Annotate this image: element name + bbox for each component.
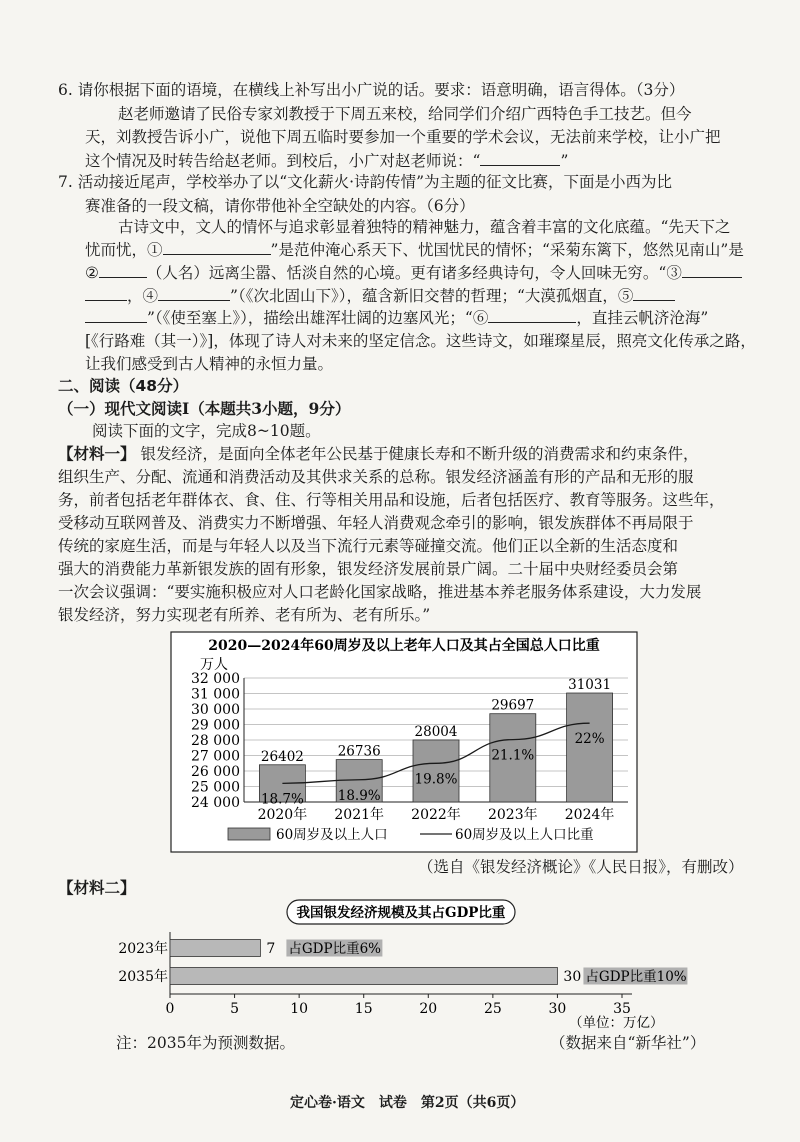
economy-scale-bar bbox=[170, 940, 260, 957]
material-1-line-8: 银发经济，努力实现老有所养、老有所为、老有所乐。” bbox=[58, 606, 431, 624]
y-tick-label: 32 000 bbox=[191, 671, 240, 687]
x-tick-label: 10 bbox=[290, 1001, 309, 1017]
material-1-line-7: 一次会议强调：“要实施积极应对人口老龄化国家战略，推进基本养老服务体系建设，大力发展 bbox=[58, 583, 702, 601]
x-tick-label: 2020年 bbox=[257, 807, 308, 823]
population-value-label: 29697 bbox=[491, 697, 535, 714]
q6-answer-blank[interactable] bbox=[480, 151, 560, 166]
q7-blank-2-label: ② bbox=[85, 264, 99, 282]
x-tick-label: 25 bbox=[483, 1001, 502, 1017]
q7-blank-5[interactable] bbox=[633, 286, 675, 301]
gdp-share-label: 占GDP比重6% bbox=[288, 941, 382, 957]
q7-passage-5 bbox=[85, 308, 708, 328]
q6-context-3 bbox=[85, 151, 568, 171]
material-1-line-6: 强大的消费能力革新银发族的固有形象，银发经济发展前景广阔。二十届中央财经委员会第 bbox=[58, 560, 679, 578]
y-tick-label: 27 000 bbox=[191, 748, 240, 765]
q7-blank-5-cont[interactable] bbox=[85, 308, 147, 323]
population-chart bbox=[0, 630, 800, 855]
year-label: 2035年 bbox=[118, 969, 168, 985]
section-title: 二、阅读（48分） bbox=[58, 377, 189, 395]
q7-passage-2 bbox=[85, 240, 744, 260]
page-footer: 定心卷·语文 试卷 第2页（共6页） bbox=[290, 1095, 525, 1111]
q7-blank-4[interactable] bbox=[158, 286, 230, 301]
share-value-label: 19.8% bbox=[414, 771, 458, 788]
y-tick-label: 31 000 bbox=[191, 686, 240, 703]
share-value-label: 18.7% bbox=[260, 791, 304, 808]
material-2-tag: 【材料二】 bbox=[58, 879, 136, 897]
data-source: （数据来自“新华社”） bbox=[550, 1034, 706, 1052]
q7-stem-2: 赛准备的一段文稿，请你带他补全空缺处的内容。（6分） bbox=[85, 197, 475, 215]
q7-passage-5-text: ，直挂云帆济沧海” bbox=[576, 309, 709, 327]
gdp-share-label: 占GDP比重10% bbox=[585, 969, 687, 985]
x-tick-label: 2021年 bbox=[334, 807, 385, 823]
x-tick-label: 2022年 bbox=[411, 807, 461, 823]
x-tick-label: 15 bbox=[354, 1001, 373, 1017]
q7-blank-3-cont[interactable] bbox=[85, 286, 127, 301]
q7-blank-2[interactable] bbox=[99, 263, 147, 278]
chart-2-unit: （单位：万亿） bbox=[569, 1015, 664, 1031]
population-bar bbox=[567, 693, 613, 802]
population-value-label: 28004 bbox=[414, 723, 458, 740]
legend-bar-label: 60周岁及以上人口 bbox=[276, 827, 388, 843]
y-tick-label: 30 000 bbox=[191, 702, 240, 718]
legend-line-label: 60周岁及以上人口比重 bbox=[455, 827, 594, 843]
year-label: 2023年 bbox=[118, 941, 168, 957]
population-value-label: 31031 bbox=[568, 677, 612, 694]
x-tick-label: 20 bbox=[419, 1001, 438, 1017]
q7-blank-6[interactable] bbox=[488, 308, 576, 323]
material-1-tag: 【材料一】 bbox=[58, 445, 136, 463]
q7-passage-4-text: ”（《次北固山下》），蕴含新旧交替的哲理；“大漠孤烟直，⑤ bbox=[230, 287, 634, 305]
q7-passage-2-text: ”是范仲淹心系天下、忧国忧民的情怀；“采菊东篱下，悠然见南山”是 bbox=[270, 241, 744, 259]
x-tick-label: 5 bbox=[230, 1001, 240, 1017]
population-value-label: 26736 bbox=[337, 743, 381, 760]
q7-blank-1-label: 忧而忧，① bbox=[85, 241, 163, 259]
share-value-label: 18.9% bbox=[337, 787, 381, 804]
q7-passage-3-text: （人名）远离尘嚣、恬淡自然的心境。更有诸多经典诗句，令人回味无穷。“③ bbox=[146, 264, 682, 282]
material-1-first-line bbox=[58, 444, 698, 464]
subsection-title: （一）现代文阅读Ⅰ（本题共3小题，9分） bbox=[58, 399, 351, 418]
chart-1-title: 2020—2024年60周岁及以上老年人口及其占全国总人口比重 bbox=[208, 638, 600, 654]
scale-value-label: 30 bbox=[563, 969, 582, 985]
legend-bar-swatch bbox=[228, 828, 270, 840]
source-note: （选自《银发经济概论》《人民日报》，有删改） bbox=[418, 858, 744, 876]
x-tick-label: 35 bbox=[613, 1001, 631, 1017]
material-1-line-3: 务，前者包括老年群体衣、食、住、行等相关用品和设施，后者包括医疗、教育等服务。这些年， bbox=[58, 491, 725, 509]
y-tick-label: 26 000 bbox=[191, 764, 240, 780]
share-value-label: 21.1% bbox=[491, 747, 535, 764]
q7-blank-1[interactable] bbox=[163, 240, 271, 255]
material-1-line-5: 传统的家庭生活，而是与年轻人以及当下流行元素等碰撞交流。他们正以全新的生活态度和 bbox=[58, 537, 679, 555]
reading-instruction: 阅读下面的文字，完成8~10题。 bbox=[92, 422, 321, 440]
q7-passage-7: 让我们感受到古人精神的永恒力量。 bbox=[85, 355, 334, 373]
material-1-line-4: 受移动互联网普及、消费实力不断增强、年轻人消费观念牵引的影响，银发族群体不再局限于 bbox=[58, 514, 694, 532]
x-tick-label: 2023年 bbox=[487, 807, 538, 823]
population-value-label: 26402 bbox=[260, 748, 304, 765]
q6-close-quote: ” bbox=[560, 152, 569, 170]
silver-economy-chart bbox=[0, 896, 800, 1046]
economy-scale-bar bbox=[170, 968, 557, 985]
y-tick-label: 29 000 bbox=[191, 717, 240, 734]
share-value-label: 22% bbox=[574, 731, 605, 748]
scale-value-label: 7 bbox=[266, 941, 276, 957]
q7-stem-1: 7. 活动接近尾声，学校举办了以“文化薪火·诗韵传情”为主题的征文比赛，下面是小西为比 bbox=[58, 173, 672, 191]
q6-stem: 6. 请你根据下面的语境，在横线上补写出小广说的话。要求：语意明确，语言得体。（3分） bbox=[58, 81, 685, 99]
y-tick-label: 28 000 bbox=[191, 733, 240, 749]
prediction-note: 注：2035年为预测数据。 bbox=[116, 1034, 295, 1052]
material-1-line-1: 银发经济，是面向全体老年公民基于健康长寿和不断升级的消费需求和约束条件， bbox=[140, 445, 699, 463]
q7-blank-3[interactable] bbox=[682, 263, 742, 278]
q6-context-3-text: 这个情况及时转告给赵老师。到校后，小广对赵老师说：“ bbox=[85, 152, 481, 170]
q7-passage-3 bbox=[85, 263, 742, 283]
y-tick-label: 25 000 bbox=[191, 779, 240, 796]
q7-passage-4 bbox=[85, 286, 675, 306]
q7-blank-4-label: ，④ bbox=[127, 287, 159, 305]
q7-passage-1: 古诗文中，文人的情怀与追求彰显着独特的精神魅力，蕴含着丰富的文化底蕴。“先天下之 bbox=[118, 218, 731, 236]
x-tick-label: 30 bbox=[548, 1001, 567, 1017]
material-1-line-2: 组织生产、分配、流通和消费活动及其供求关系的总称。银发经济涵盖有形的产品和无形的服 bbox=[58, 468, 694, 486]
chart-1-unit: 万人 bbox=[200, 657, 228, 673]
x-tick-label: 2024年 bbox=[564, 807, 615, 823]
q6-context-1: 赵老师邀请了民俗专家刘教授于下周五来校，给同学们介绍广西特色手工技艺。但今 bbox=[118, 105, 692, 123]
q7-passage-6: [《行路难（其一）》]，体现了诗人对未来的坚定信念。这些诗文，如璀璨星辰，照亮文化传承之路， bbox=[85, 332, 756, 350]
chart-2-title: 我国银发经济规模及其占GDP比重 bbox=[296, 905, 506, 921]
q6-context-2: 天，刘教授告诉小广，说他下周五临时要参加一个重要的学术会议，无法前来学校，让小广把 bbox=[85, 128, 721, 146]
y-tick-label: 24 000 bbox=[191, 795, 240, 811]
x-tick-label: 0 bbox=[165, 1001, 175, 1017]
q7-blank-6-label: ”（《使至塞上》），描绘出雄浑壮阔的边塞风光；“⑥ bbox=[147, 309, 489, 327]
